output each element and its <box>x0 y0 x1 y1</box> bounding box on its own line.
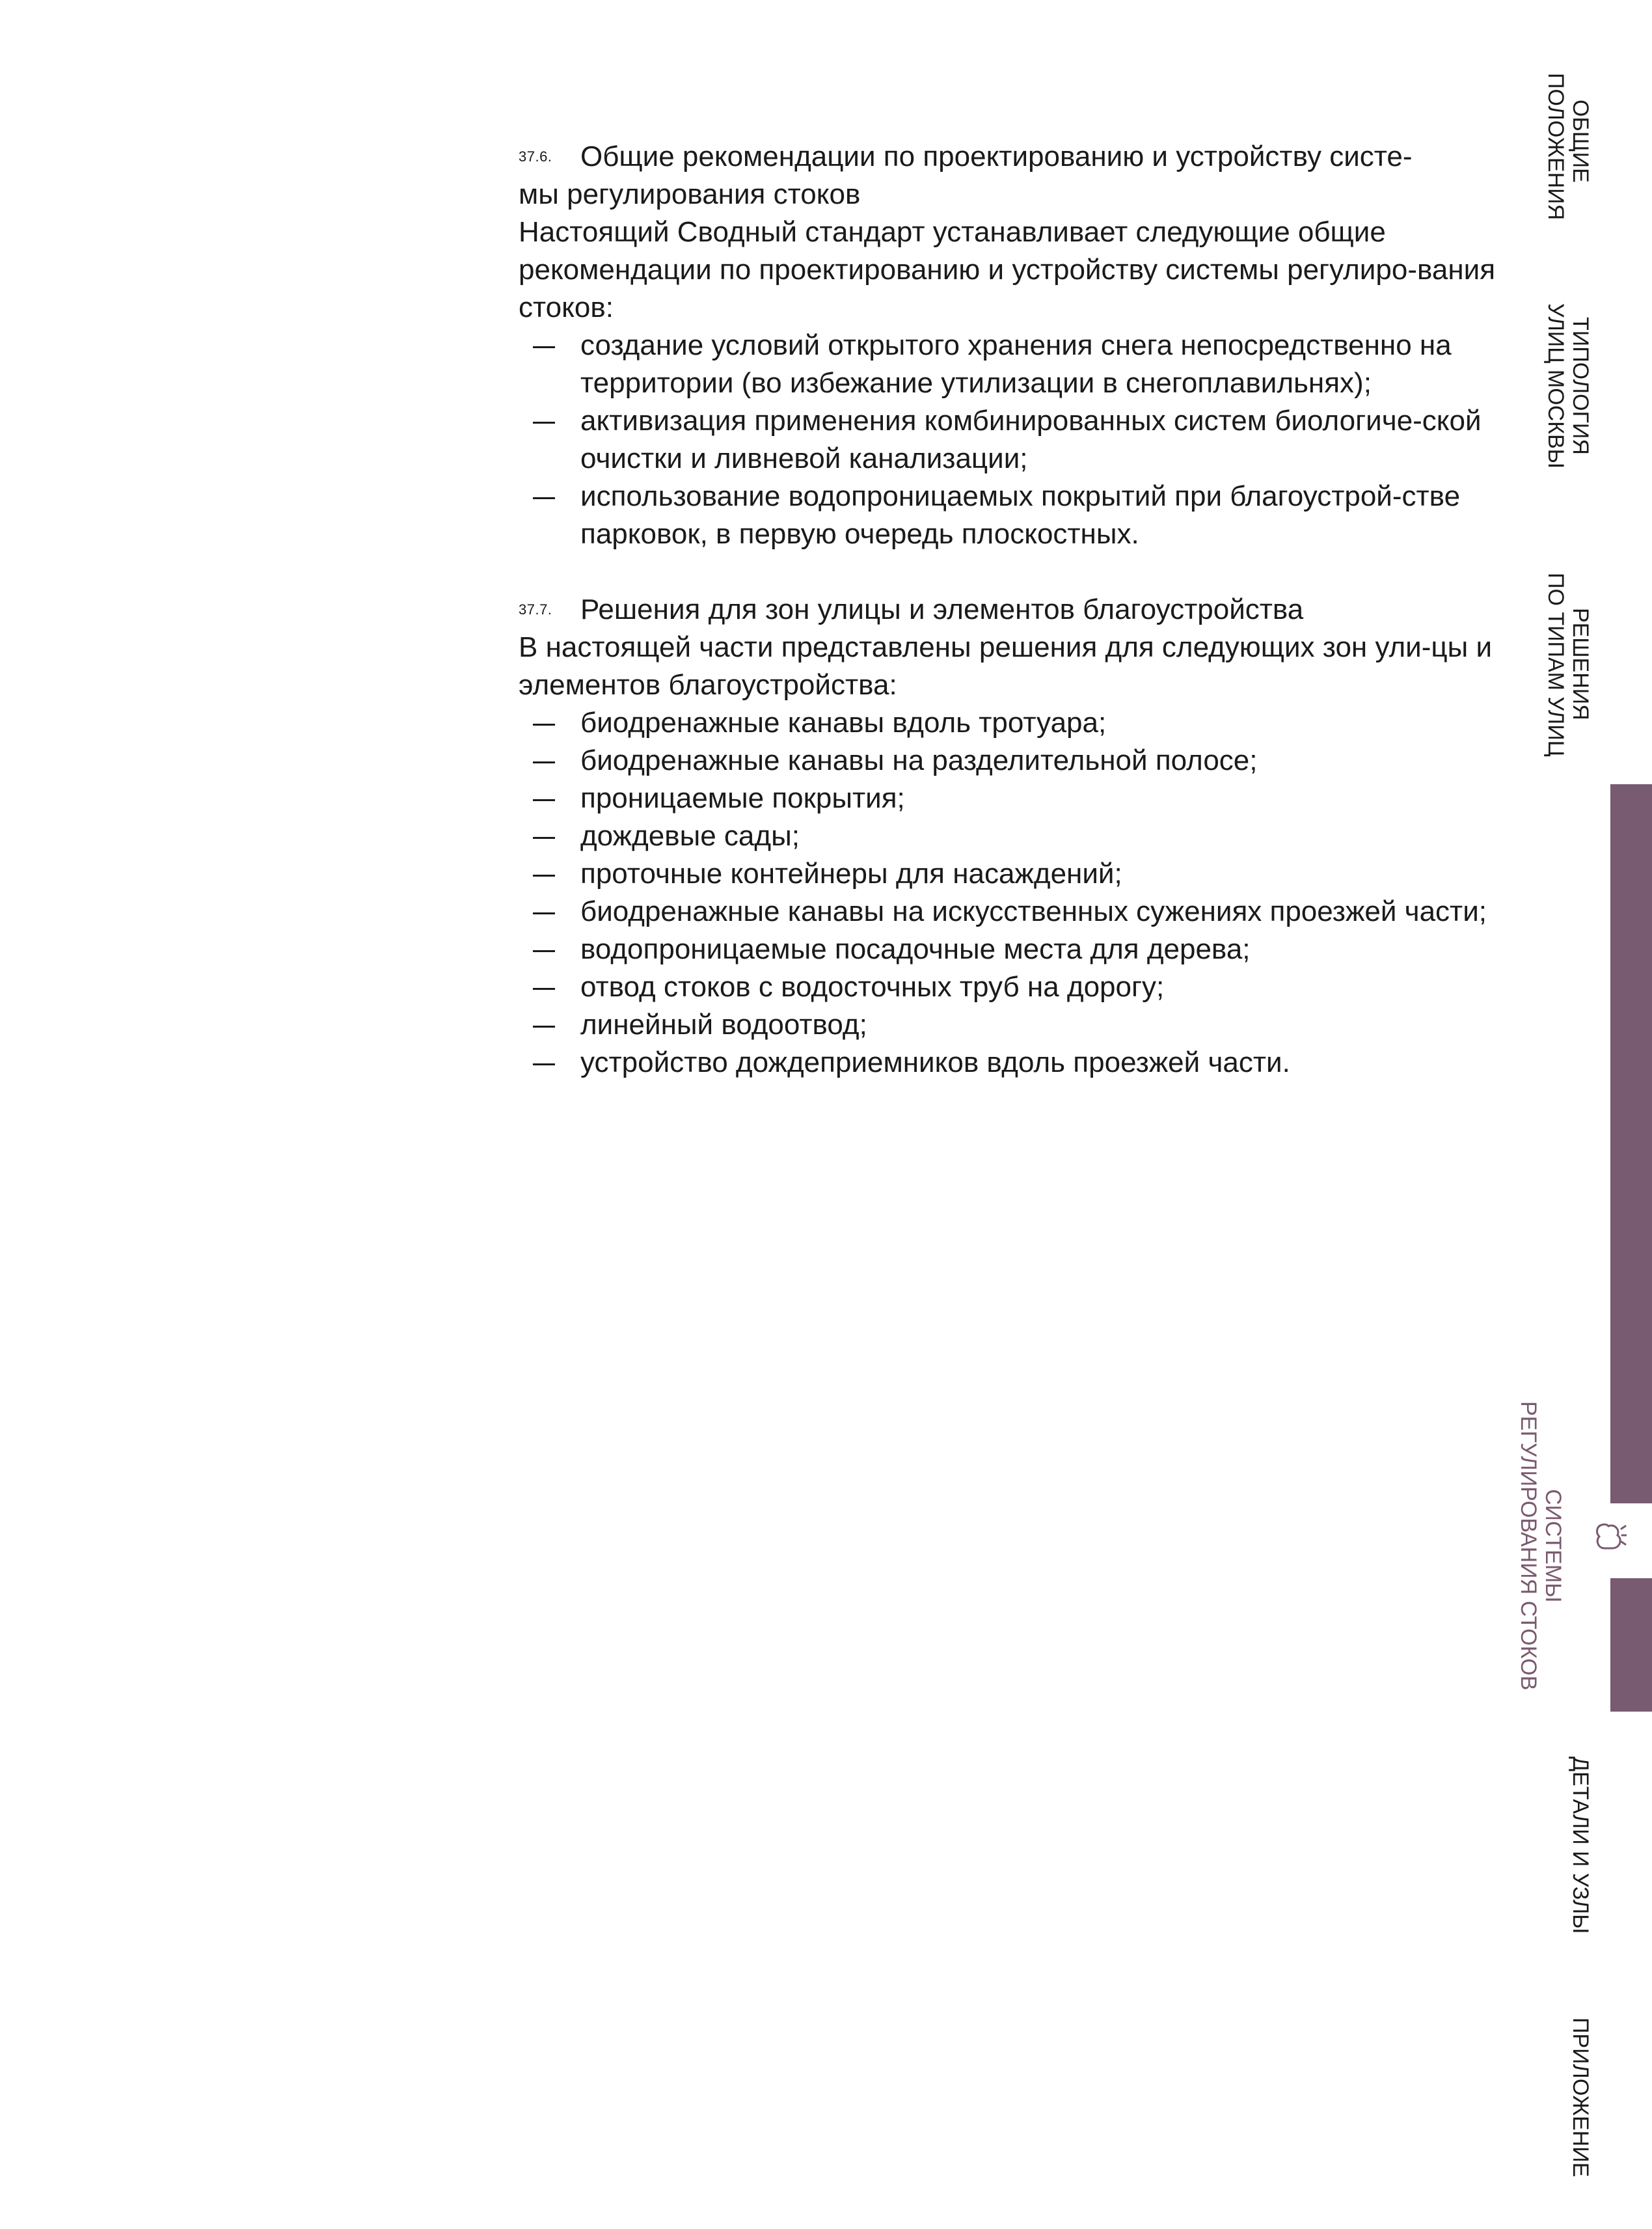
main-content <box>519 138 1501 1082</box>
nav-item-details[interactable]: ДЕТАЛИ И УЗЛЫ <box>1568 1756 1593 1934</box>
list-item: устройство дождеприемников вдоль проезжей части. <box>519 1044 1501 1082</box>
list-item: дождевые сады; <box>519 817 1501 855</box>
nav-item-general[interactable]: ОБЩИЕ ПОЛОЖЕНИЯ <box>1543 73 1593 221</box>
list-item: биодренажные канавы на искусственных сужениях проезжей части; <box>519 893 1501 931</box>
nav-item-typology[interactable]: ТИПОЛОГИЯ УЛИЦ МОСКВЫ <box>1543 303 1593 469</box>
list-item: создание условий открытого хранения снега непосредственно на территории (во избежание утилизации в снегоплавильнях); <box>519 327 1501 402</box>
section-title: Решения для зон улицы и элементов благоустройства <box>580 594 1304 625</box>
recommendation-list <box>519 327 1501 553</box>
list-item: биодренажные канавы на разделительной полосе; <box>519 742 1501 780</box>
list-item: линейный водоотвод; <box>519 1006 1501 1044</box>
rain-cloud-icon <box>1593 1520 1627 1560</box>
list-item: проточные контейнеры для насаждений; <box>519 855 1501 893</box>
nav-item-appendix[interactable]: ПРИЛОЖЕНИЕ <box>1568 2017 1593 2178</box>
active-section-bar-top <box>1610 784 1652 1503</box>
list-item: использование водопроницаемых покрытий при благоустрой-стве парковок, в первую очередь плоскостных. <box>519 478 1501 553</box>
section-number: 37.6. <box>519 148 552 165</box>
section-title: Общие рекомендации по проектированию и устройству систе- <box>580 141 1413 172</box>
solutions-list <box>519 704 1501 1082</box>
list-item: биодренажные канавы вдоль тротуара; <box>519 704 1501 742</box>
list-item: отвод стоков с водосточных труб на дорогу; <box>519 968 1501 1006</box>
section-title-continued: мы регулирования стоков <box>519 178 861 210</box>
section-number: 37.7. <box>519 601 552 618</box>
nav-item-stormwater-systems[interactable]: СИСТЕМЫ РЕГУЛИРОВАНИЯ СТОКОВ <box>1516 1401 1565 1691</box>
section-37-6-heading <box>519 138 1501 213</box>
section-intro: Настоящий Сводный стандарт устанавливает следующие общие рекомендации по проектированию и устройству системы регулиро-вания стоков: <box>519 216 1496 323</box>
section-37-7-heading <box>519 591 1501 629</box>
list-item: активизация применения комбинированных систем биологиче-ской очистки и ливневой канализации; <box>519 402 1501 478</box>
active-section-bar-bottom <box>1610 1578 1652 1712</box>
nav-item-solutions[interactable]: РЕШЕНИЯ ПО ТИПАМ УЛИЦ <box>1543 573 1593 757</box>
list-item: водопроницаемые посадочные места для дерева; <box>519 931 1501 968</box>
list-item: проницаемые покрытия; <box>519 780 1501 817</box>
section-intro: В настоящей части представлены решения для следующих зон ули-цы и элементов благоустройства: <box>519 631 1493 701</box>
